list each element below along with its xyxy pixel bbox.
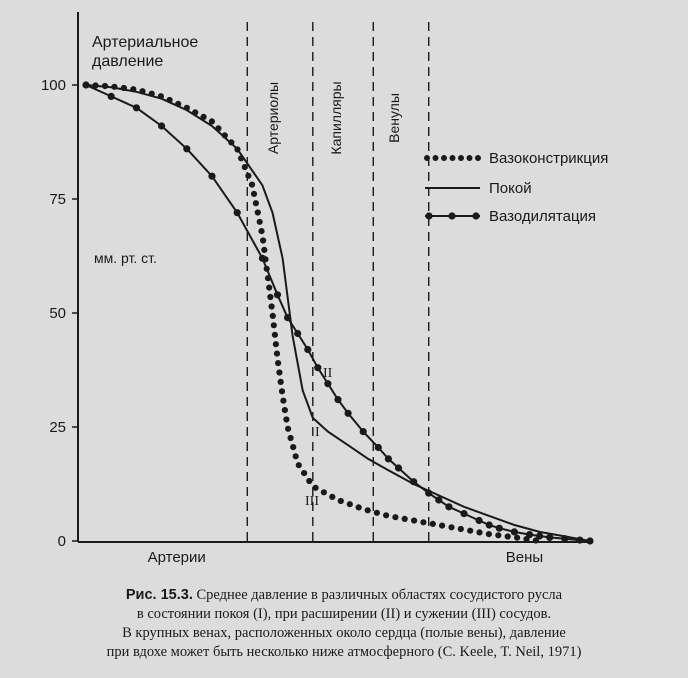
y-tick-label: 0 xyxy=(57,533,66,550)
legend-swatch-dotted-point xyxy=(458,155,464,161)
series-point-vasoconstriction xyxy=(242,164,248,170)
series-point-vasoconstriction xyxy=(495,532,501,538)
x-region-label: Вены xyxy=(505,549,544,566)
series-point-vasoconstriction xyxy=(505,533,511,539)
series-point-vasodilation xyxy=(435,496,442,503)
series-point-vasodilation xyxy=(314,364,321,371)
caption-lead: Рис. 15.3. xyxy=(125,587,193,603)
series-point-vasodilation xyxy=(586,537,593,544)
series-point-vasoconstriction xyxy=(296,462,302,468)
series-point-vasoconstriction xyxy=(283,416,289,422)
series-point-vasoconstriction xyxy=(306,478,312,484)
series-point-vasoconstriction xyxy=(279,388,285,394)
series-point-vasoconstriction xyxy=(251,191,257,197)
y-tick-label: 75 xyxy=(49,191,66,208)
series-point-vasodilation xyxy=(334,396,341,403)
series-point-vasodilation xyxy=(576,537,583,544)
series-point-vasodilation xyxy=(526,531,533,538)
series-point-vasoconstriction xyxy=(258,228,264,234)
series-point-vasoconstriction xyxy=(260,237,266,243)
caption-text-1: Среднее давление в различных областях сосудистого русла xyxy=(192,587,563,603)
series-point-vasoconstriction xyxy=(245,173,251,179)
y-axis-label: мм. рт. ст. xyxy=(94,250,157,266)
caption-line-1 xyxy=(8,586,680,605)
series-point-vasodilation xyxy=(395,464,402,471)
series-point-vasoconstriction xyxy=(365,507,371,513)
curve-label-II: II xyxy=(323,366,333,381)
y-tick-label: 50 xyxy=(49,305,66,322)
series-point-vasoconstriction xyxy=(274,351,280,357)
series-point-vasoconstriction xyxy=(329,494,335,500)
legend-swatch-dot-line-point xyxy=(472,212,479,219)
chart-title-line: Артериальное xyxy=(92,34,199,51)
series-point-vasoconstriction xyxy=(270,313,276,319)
series-point-vasodilation xyxy=(546,534,553,541)
series-point-vasoconstriction xyxy=(347,501,353,507)
series-point-vasodilation xyxy=(259,255,266,262)
series-point-vasoconstriction xyxy=(276,369,282,375)
series-point-vasoconstriction xyxy=(439,523,445,529)
series-point-vasoconstriction xyxy=(313,485,319,491)
series-point-vasodilation xyxy=(561,535,568,542)
series-point-vasoconstriction xyxy=(278,379,284,385)
caption-line-4: при вдохе может быть несколько ниже атмосферного (C. Keele, T. Neil, 1971) xyxy=(106,644,582,660)
y-tick-label: 25 xyxy=(49,419,66,436)
series-point-vasodilation xyxy=(324,380,331,387)
series-point-vasoconstriction xyxy=(467,528,473,534)
series-point-vasoconstriction xyxy=(476,529,482,535)
series-point-vasodilation xyxy=(410,478,417,485)
legend-swatch-dot-line-point xyxy=(425,212,432,219)
series-point-vasodilation xyxy=(445,503,452,510)
region-label: Венулы xyxy=(386,93,402,143)
series-point-vasodilation xyxy=(385,455,392,462)
series-point-vasoconstriction xyxy=(458,526,464,532)
series-point-vasoconstriction xyxy=(356,504,362,510)
series-point-vasodilation xyxy=(375,444,382,451)
x-region-label: Артерии xyxy=(147,549,206,566)
series-point-vasodilation xyxy=(183,145,190,152)
region-label: Капилляры xyxy=(328,81,345,155)
region-label: Артериолы xyxy=(265,81,282,155)
series-point-vasodilation xyxy=(108,93,115,100)
series-point-vasodilation xyxy=(511,528,518,535)
curve-label-III: III xyxy=(305,494,319,509)
series-point-vasoconstriction xyxy=(338,498,344,504)
series-point-vasoconstriction xyxy=(257,219,263,225)
series-point-vasoconstriction xyxy=(272,332,278,338)
series-point-vasodilation xyxy=(158,122,165,129)
caption-line-3: В крупных венах, расположенных около сердца (полые вены), давление xyxy=(122,625,566,641)
series-point-vasoconstriction xyxy=(285,426,291,432)
series-point-vasoconstriction xyxy=(290,444,296,450)
series-point-vasoconstriction xyxy=(430,521,436,527)
series-point-vasodilation xyxy=(208,173,215,180)
series-point-vasodilation xyxy=(304,346,311,353)
legend-label: Вазодилятация xyxy=(489,208,597,225)
series-point-vasodilation xyxy=(345,410,352,417)
curve-label-I: I xyxy=(315,425,320,440)
series-point-vasoconstriction xyxy=(293,453,299,459)
series-point-vasoconstriction xyxy=(249,182,255,188)
series-point-vasoconstriction xyxy=(321,489,327,495)
figure-caption xyxy=(8,586,680,662)
series-point-vasodilation xyxy=(476,517,483,524)
series-point-vasodilation xyxy=(536,532,543,539)
series-point-vasoconstriction xyxy=(514,535,520,541)
series-point-vasodilation xyxy=(133,104,140,111)
legend-swatch-dot-line-point xyxy=(448,212,455,219)
series-point-vasodilation xyxy=(234,209,241,216)
series-point-vasodilation xyxy=(425,490,432,497)
chart-title-line: давление xyxy=(92,53,164,70)
legend-swatch-dotted-point xyxy=(475,155,481,161)
series-point-vasodilation xyxy=(284,314,291,321)
series-point-vasoconstriction xyxy=(282,407,288,413)
series-point-vasoconstriction xyxy=(486,531,492,537)
series-point-vasoconstriction xyxy=(271,322,277,328)
series-point-vasodilation xyxy=(496,525,503,532)
legend-swatch-dotted-point xyxy=(441,155,447,161)
series-point-vasodilation xyxy=(294,330,301,337)
series-point-vasoconstriction xyxy=(392,514,398,520)
series-point-vasoconstriction xyxy=(255,209,261,215)
legend-swatch-dotted-point xyxy=(467,155,473,161)
series-point-vasoconstriction xyxy=(280,398,286,404)
legend-swatch-dotted-point xyxy=(424,155,430,161)
series-point-vasoconstriction xyxy=(448,524,454,530)
legend-label: Покой xyxy=(489,180,532,197)
series-point-vasoconstriction xyxy=(374,510,380,516)
legend-swatch-dotted-point xyxy=(450,155,456,161)
series-point-vasoconstriction xyxy=(261,247,267,253)
series-point-vasoconstriction xyxy=(288,435,294,441)
series-point-vasodilation xyxy=(486,521,493,528)
legend-label: Вазоконстрикция xyxy=(489,150,609,167)
series-point-vasoconstriction xyxy=(402,516,408,522)
series-point-vasodilation xyxy=(360,428,367,435)
y-tick-label: 100 xyxy=(40,77,66,94)
series-point-vasoconstriction xyxy=(253,200,259,206)
series-point-vasoconstriction xyxy=(301,470,307,476)
series-point-vasoconstriction xyxy=(267,294,273,300)
series-point-vasoconstriction xyxy=(266,285,272,291)
series-point-vasoconstriction xyxy=(420,519,426,525)
series-point-vasoconstriction xyxy=(273,341,279,347)
series-point-vasodilation xyxy=(274,291,281,298)
caption-line-2: в состоянии покоя (I), при расширении (II) и сужении (III) сосудов. xyxy=(136,606,552,622)
legend-swatch-dotted-point xyxy=(433,155,439,161)
series-point-vasoconstriction xyxy=(275,360,281,366)
series-point-vasoconstriction xyxy=(383,512,389,518)
series-point-vasoconstriction xyxy=(269,303,275,309)
series-point-vasoconstriction xyxy=(411,518,417,524)
series-point-vasodilation xyxy=(82,81,89,88)
series-point-vasodilation xyxy=(460,510,467,517)
